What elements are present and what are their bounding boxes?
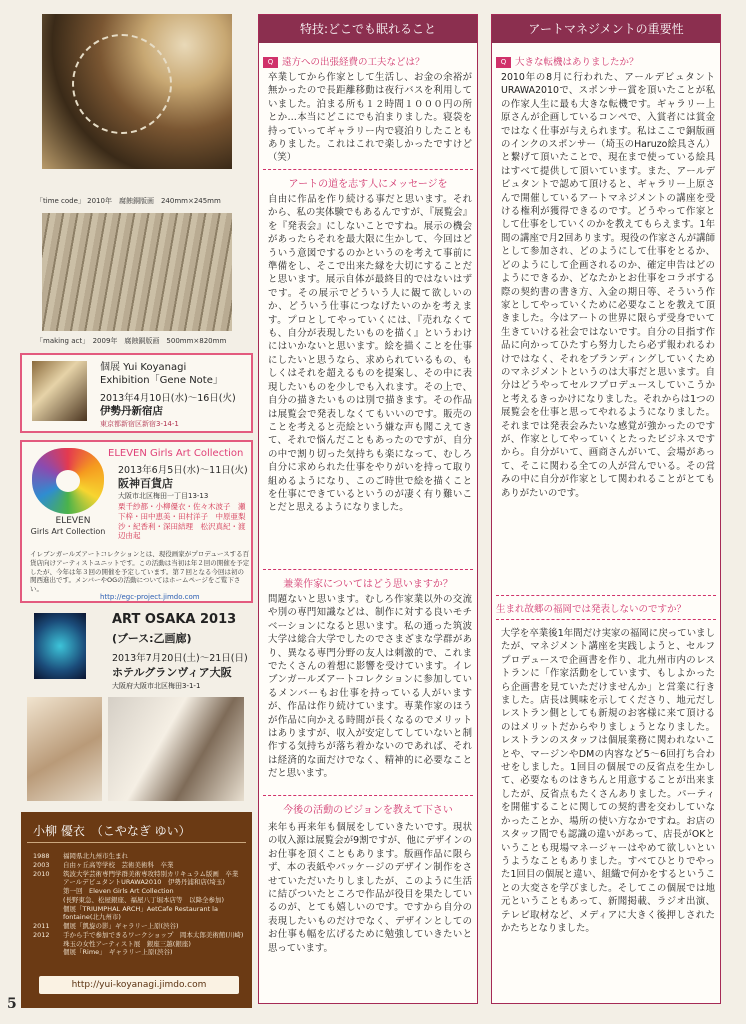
artwork-caption: 「time code」 2010年 腐蝕銅版画 240mm×245mm [36, 197, 221, 205]
divider [263, 795, 473, 796]
answer-text: 卒業してから作家として生活し、お金の余裕が無かったので長距離移動は夜行バスを利用していました。泊まる所も１２時間１０００円の所とか…本当にどこにでも泊まりました。寝袋を持っていってギャラリー内で寝泊りしたこともありました。これはこれで楽しかったですけど（笑） [268, 72, 472, 164]
divider [496, 595, 716, 596]
question-mark-icon: Q [263, 57, 278, 68]
bio-year [33, 887, 63, 896]
bio-timeline-row [33, 852, 248, 861]
exhibition-address: 大阪府大阪市北区梅田3-1-1 [112, 682, 201, 690]
bio-timeline-row [33, 896, 248, 905]
artwork-time-code-image [42, 14, 232, 169]
bio-timeline-row [33, 922, 248, 931]
exhibition-title: ELEVEN Girls Art Collection [108, 448, 244, 459]
logo-word: ELEVEN [55, 516, 91, 526]
exhibition-date: 2013年4月10日(水)～16日(火) [100, 393, 236, 404]
exhibition-thumbnail [32, 361, 87, 421]
bio-year [33, 878, 63, 887]
exhibition-date: 2013年7月20日(土)～21日(日) [112, 653, 248, 664]
bio-text: 福岡県北九州市生まれ [63, 852, 128, 860]
question-heading: 生まれ故郷の福岡では発表しないのですか？ [496, 604, 687, 615]
clock-motif [72, 34, 172, 134]
answer-text: 大学を卒業後1年間だけ実家の福岡に戻っていましたが、マネジメント講座を実践しようと、セルフプロデュースで企画書を作り、北九州市内のレストランに「作家活動をしています、もしよかったら企画書を見ていただけませんか」と営業に行きました。店長は興味を示してくださり、地元だしレストラン側としても新規のお客様に来て頂けるのはメリットだからやりましょうとなりました。レストランのスタッフは個展業務に関われないことや、マージンやDMの内容など5～6回打ち合わせをしました。1回目の個展での反省点を生かして、必要なものはきちんと用意することが出来ましたが、反省点もたくさんありました。パーティを開催することに関しての契約書を交わしていなかったことか、場所の使い方なかですね。お店のスタッフ間でも認識の違いがあって、店長がOKということも現場マネージャーはやめて欲しいというようなこともありました。すべてひとりでやった1回目の個展と違い、組織で何かをするということの大変さを学びました。そしてこの個展では地元ということもあって、新聞掲載、ラジオ出演、テレビ取材など、メディアに大きく後押しされたかたちとなりました。 [501, 628, 715, 934]
exhibition-card-gene-note [20, 353, 253, 433]
bio-timeline-row [33, 931, 248, 940]
bio-year: 2011 [33, 922, 50, 931]
bio-year [33, 905, 63, 923]
bio-timeline-row [33, 861, 248, 870]
collection-note: イレブンガールズアートコレクションとは、現役画家がプロデュースする百貨店向けアーティストユニットです。この活動は当初は年２回の開催を予定したが、今年は年３回の開催を予定しています。第７回となる今回は初の関西進出です。メンバーやOGの活動についてはホームページをご覧下さい。 [30, 550, 250, 594]
exhibition-venue: ホテルグランヴィア大阪 [112, 666, 232, 679]
bio-year [33, 940, 63, 949]
exhibition-venue: 伊勢丹新宿店 [100, 405, 163, 417]
bio-timeline-row [33, 905, 248, 923]
artist-list: 栗千紗都・小柳優衣・佐々木波子 瀬下梓・田中恵美・田村洋子 中原亜梨沙・紀香利・深田結理 松沢真紀・渡辺由起 [118, 502, 246, 541]
artist-photo-studio [108, 697, 244, 801]
bio-text: 個展「凱旋の影」ギャラリー上原(渋谷) [63, 922, 179, 931]
bio-timeline-row [33, 878, 248, 887]
bio-year: 2010 [33, 869, 50, 878]
art-osaka-thumbnail [34, 613, 86, 679]
bio-text: (長野東急、松屋銀座、福屋八丁堀本店等 以降全参加) [63, 895, 225, 904]
divider [263, 569, 473, 570]
exhibition-date: 2013年6月5日(水)～11日(火) [118, 465, 248, 476]
bio-timeline-row [33, 870, 248, 879]
bio-year [33, 948, 63, 957]
bio-text: 自由ヶ丘高等学校 芸術美術科 卒業 [63, 860, 174, 869]
bio-text: 個展「TRIUMPHAL ARCH」AetCafe Restaurant la fontaine(北九州市) [63, 904, 218, 922]
question-heading: 兼業作家についてはどう思いますか？ [283, 579, 453, 590]
bio-year: 1988 [33, 852, 50, 860]
exhibition-subtitle: (ブース:乙画廊) [112, 632, 192, 645]
answer-text: 2010年の8月に行われた、アールデビュタントURAWA2010で、スポンサー賞を頂いたことが私の作家人生に最も大きな転機です。ギャラリー上原さんが企画しているコンペで、入賞者には賞金ではなく仕事が与えられます。私はここで銅版画のインクのスポンサー（埼玉のHaruzo絵具さん）と繋げて頂いたことで、現在まで使っている絵具はすべて提供して頂いています。また、アールデビュタントで認めて頂けると、ギャラリー上原さんで開催しているアートマネジメントの講座を受ける権利が獲得できるのです。どうやって作家として仕事をしていくのかを教えてもらえます。1年間の講座で月2回あります。現役の作家さんが講師として参加され、どのようにして仕事をとるか、どのようにして企画されるのか、確定申告はどのようにできるか、どなたかとお仕事をコラボする際の契約書の書き方、入金の期日等、そういう作家としてやっていくために必要なことを教えて頂きました。今はアートの世界に限らず受身でいて生きていける社会ではないです。自分の目指す作品に向かってひたすら努力したら必ず報われるわけではなく、それをブランディングしていくためのマネジメントというのは大事だと思います。自分はどうやってセルフプロデュースしていこうかと考えるきっかけになりました。それからは1つの展覧会を仕事と思ってやれるようになりました。それまでは発表会みたいな感覚が強かったのですが、作家としてやっていくとたったビジネスですから。自分がいて、画商さんがいて、会場があって、そこに関わる全ての人が営んでいる。その営みの中に自分が作家として関われることがとてもありがたいのです。 [501, 72, 715, 499]
question-heading: アートの道を志す人にメッセージを [288, 179, 448, 190]
eleven-apple-logo [32, 448, 104, 514]
divider [496, 619, 716, 620]
bio-year: 2012 [33, 930, 50, 939]
answer-text: 自由に作品を作り続ける事だと思います。それから、私の実体験でもあるんですが、『展覧会』を『発表会』にしないことですね。展示の機会があったらそれを最大限に生かして、今回はどういう意図でするのかというのを考えて事前に準備をし、そこで出来た縁を大切にすることだと思います。展示自体が最終目的ではないはずです。その展示でどういう人に観て欲しいのか、どういう仕事につなげたいのかを考えます。プロとしてやっていくには、『売れなくても、自分が表現したいものを描く』というわけにはいかないと思います。絵を描くことを仕事にしたいと思うなら、求められているもの、もしくはそれを超えるものを提案し、その中に表現したいものを少しでも入れます。その上で、自分の描きたいものは別で描きます。その作品は展覧会で発表しなくてもいいのです。販売のことを考えると売絵という嫌な声も聞こえてきて、それで悩んだこともあったのですが、自分の中で割り切った気持ちも楽になって、むしろ自分に求められた仕事をやりがいを持って取り組めるようになり、このご時世で絵を描くことを仕事にできているというのが凄く有り難いことだと思えるようになりました。 [268, 194, 472, 514]
question-heading: Q 大きな転機はありましたか？ [496, 54, 639, 68]
exhibition-address: 東京都新宿区新宿3-14-1 [100, 420, 179, 428]
question-heading: Q 遠方への出張経費の工夫などは？ [263, 54, 425, 68]
section-header: 特技:どこでも眠れること [259, 15, 477, 43]
interview-column-right [491, 14, 721, 1004]
bio-text: 手から手で参加できるワークショップ 岡本太郎美術館(川崎) [63, 930, 244, 939]
collection-link[interactable]: http://egc-project.jimdo.com [100, 593, 200, 601]
bio-timeline-row [33, 948, 248, 957]
question-heading: 今後の活動のビジョンを教えて下さい [283, 805, 453, 816]
artwork-caption: 「making act」 2009年 腐蝕銅版画 500mm×820mm [36, 337, 227, 345]
bio-text: 筑波大学芸術専門学群美術専攻特別カリキュラム版画 卒業 [63, 869, 239, 878]
bio-text: 個展「Rime」 ギャラリー上原(渋谷) [63, 948, 173, 957]
answer-text: 問題ないと思います。むしろ作家業以外の交流や別の専門知識などは、制作に対する良いモチベーションになると思います。私の通った筑波大学は総合大学でしたのでさまざまな学群があり、異なる専門分野の友人は刺激的で、これまでたくさんの着想に影響を受けています。イレブンガールズアートコレクションに参加しているメンバーもお仕事を持っている人がいますが、作品は作り続けています。専業作家のほうが作品に向かえる時間が長くなるのでメリットはありますが、収入が安定してしていないと制作する気持ちが落ち着かないのであれば、それは経済的な面だけでなく、精神的に必要なことだと思います。 [268, 594, 472, 780]
page-number: 5 [7, 996, 17, 1012]
bio-year: 2003 [33, 860, 50, 869]
answer-text: 来年も再来年も個展をしていきたいです。現状の収入源は展覧会が9割ですが、他にデザインのお仕事を頂くこともあります。版画作品に限らず、本の表紙やパッケージのデザイン制作をさせていただいたりしましたが、このように生活に結びついたところで作品が役目を果たしているのが、とても嬉しいのです。ですから自分の表現したいものだけでなく、デザインとしてのお仕事も幅を広げるために勉強していきたいと思っています。 [268, 822, 472, 954]
exhibition-address: 大阪市北区梅田一丁目13-13 [118, 492, 209, 500]
artist-photo-working [27, 697, 102, 801]
bio-timeline [33, 852, 248, 957]
artist-website-link[interactable]: http://yui-koyanagi.jimdo.com [39, 976, 239, 994]
bio-text: アールデビュタントURAWA2010 伊勢丹浦和店(埼玉) [63, 878, 225, 887]
exhibition-venue: 阪神百貨店 [118, 477, 173, 490]
artist-name: 小柳 優衣 （こやなぎ ゆい） [33, 824, 191, 838]
divider [263, 169, 473, 170]
bio-timeline-row [33, 887, 248, 896]
bio-year [33, 896, 63, 905]
exhibition-card-eleven [20, 440, 253, 603]
divider [27, 842, 246, 843]
artist-bio-box [21, 812, 252, 1008]
interview-column-middle [258, 14, 478, 1004]
logo-subtitle: Girls Art Collection [30, 527, 106, 536]
artwork-making-act-image [42, 213, 232, 331]
question-mark-icon: Q [496, 57, 511, 68]
bio-text: 珠玉の女性アーティスト展 銀座三越(銀座) [63, 939, 191, 948]
exhibition-title: ART OSAKA 2013 [112, 612, 237, 627]
bio-text: 第一回 Eleven Girls Art Collection [63, 887, 174, 896]
section-header: アートマネジメントの重要性 [492, 15, 720, 43]
exhibition-title: 個展 Yui Koyanagi Exhibition「Gene Note」 [100, 362, 223, 386]
